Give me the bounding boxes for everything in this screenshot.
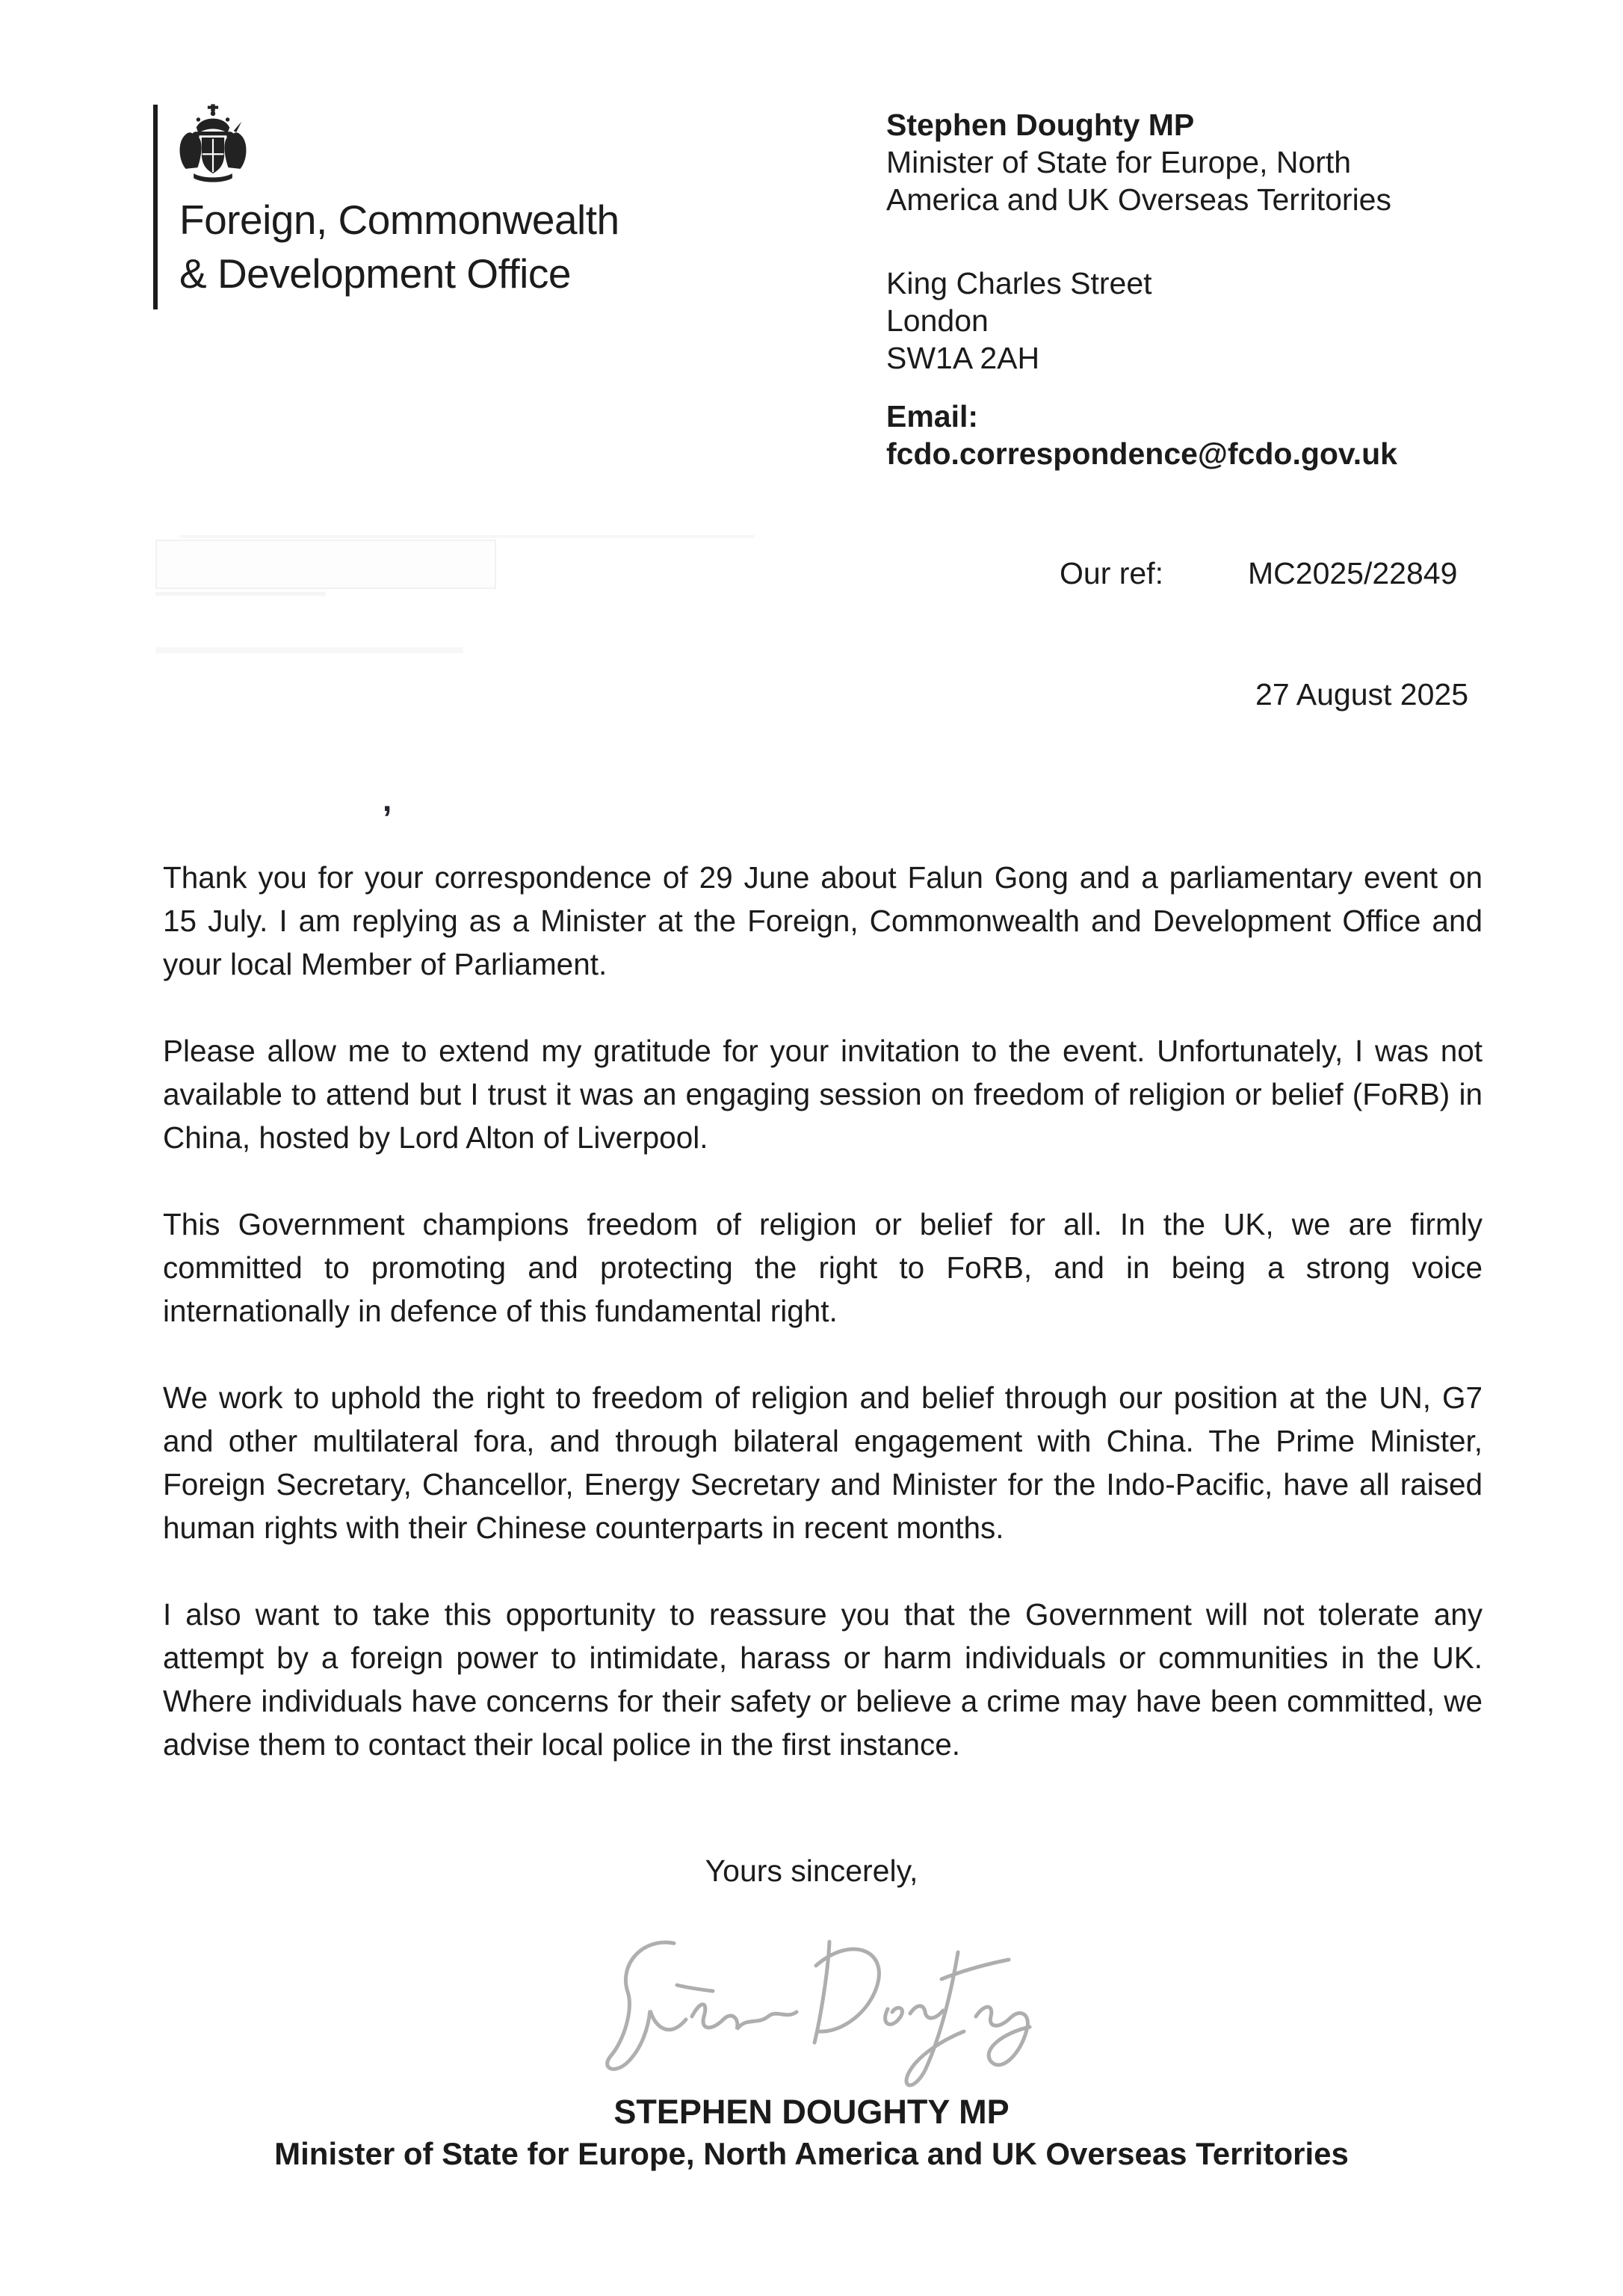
email-label: Email: [886,399,979,433]
sender-title-line1: Minister of State for Europe, North [886,145,1352,179]
sender-name: Stephen Doughty MP [886,108,1195,142]
redaction-mark-2 [155,647,463,653]
body-paragraph-4: We work to uphold the right to freedom of religion and belief through our position at the UN, G7 and other multilateral fora, and through bilateral engagement with China. The Prime Minister, Foreign Secretary, Chancellor, Energy Secretary and Minister for the Indo-Pacific, have all raised human rights with their Chinese counterparts in recent months. [163,1380,1483,1545]
redaction-streak [179,535,755,538]
salutation-comma: , [383,782,392,818]
sender-title-line2: America and UK Overseas Territories [886,182,1391,217]
our-ref-value: MC2025/22849 [1248,556,1458,590]
body-paragraph-3: This Government champions freedom of religion or belief for all. In the UK, we are firmly committed to promoting and protecting the right to FoRB, and in being a strong voice internationally in defence of this fundamental right. [163,1207,1483,1328]
body-paragraph-1: Thank you for your correspondence of 29 June about Falun Gong and a parliamentary event on 15 July. I am replying as a Minister at the Foreign, Commonwealth and Development Office and your local Member of Parliament. [163,860,1483,981]
sender-address-city: London [886,303,989,338]
valediction: Yours sincerely, [705,1854,918,1888]
email-address: fcdo.correspondence@fcdo.gov.uk [886,436,1397,471]
our-ref-label: Our ref: [1060,556,1163,590]
department-name-line2: & Development Office [179,250,571,297]
letter-body [163,856,1483,1809]
handwritten-signature [590,1921,1054,2096]
department-name-line1: Foreign, Commonwealth [179,197,619,243]
body-paragraph-2: Please allow me to extend my gratitude for your invitation to the event. Unfortunately, I was not available to attend but I trust it was an engaging session on freedom of religion or belief (FoRB) in China, hosted by Lord Alton of Liverpool. [163,1034,1483,1155]
body-paragraph-5: I also want to take this opportunity to reassure you that the Government will not tolerate any attempt by a foreign power to intimidate, harass or harm individuals or communities in the UK. Where individuals have concerns for their safety or believe a crime may have been committed, we advise them to contact their local police in the first instance. [163,1597,1483,1762]
sender-address [886,265,1152,377]
letter-date: 27 August 2025 [1255,677,1468,712]
signer-title: Minister of State for Europe, North America and UK Overseas Territories [274,2136,1349,2171]
sender-address-street: King Charles Street [886,266,1152,300]
sender-email-block [886,398,1397,472]
royal-coat-of-arms-icon [176,102,250,185]
redaction-mark-1 [155,592,326,596]
redacted-recipient-address [155,540,496,589]
sender-address-postcode: SW1A 2AH [886,341,1040,375]
logo-vertical-bar [153,105,158,309]
sender-block [886,106,1506,218]
signer-name: STEPHEN DOUGHTY MP [613,2093,1010,2131]
